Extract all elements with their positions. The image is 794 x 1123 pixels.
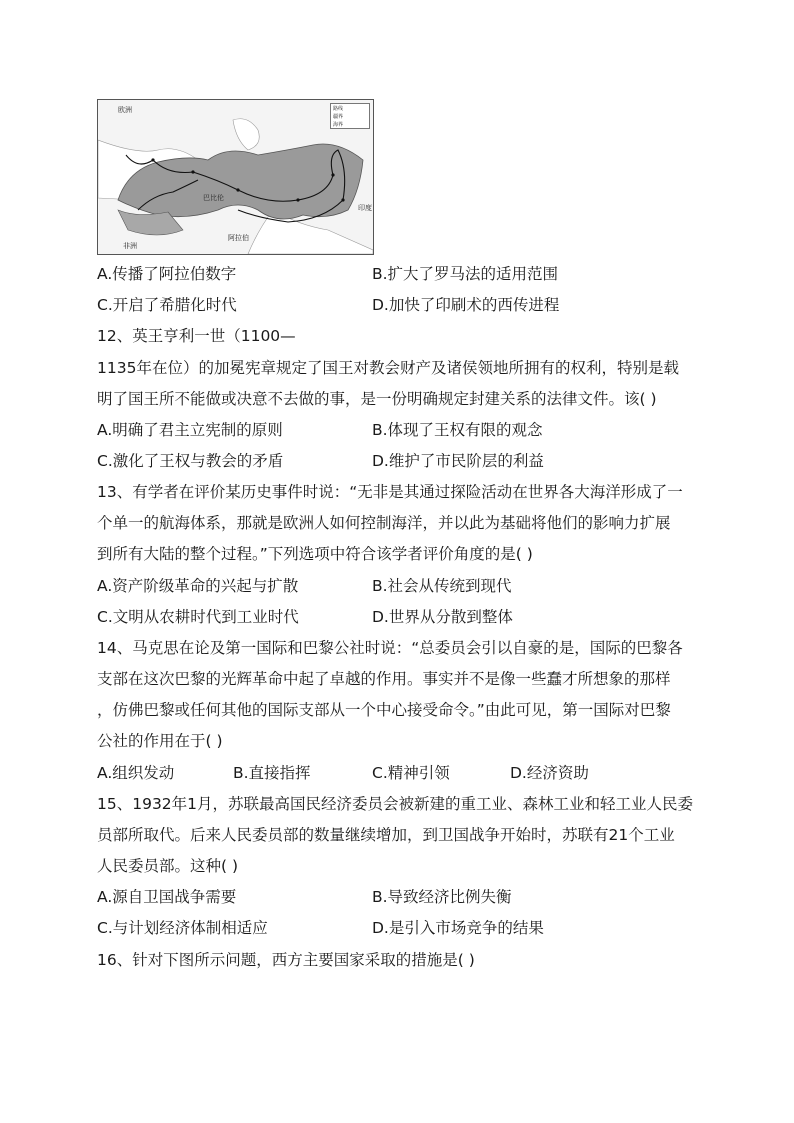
q12-option-b[interactable]: B.体现了王权有限的观念 [372,421,543,439]
q13-stem-line3: 到所有大陆的整个过程。”下列选项中符合该学者评价角度的是( ) [97,545,533,563]
q11-option-b[interactable]: B.扩大了罗马法的适用范围 [372,265,559,283]
q15-option-d[interactable]: D.是引入市场竞争的结果 [372,919,544,937]
q14-stem-line1: 14、马克思在论及第一国际和巴黎公社时说：“总委员会引以自豪的是，国际的巴黎各 [97,639,683,657]
q15-option-a[interactable]: A.源自卫国战争需要 [97,888,237,906]
q15-stem-line1: 15、1932年1月，苏联最高国民经济委员会被新建的重工业、森林工业和轻工业人民委 [97,795,694,813]
legend-coast: 海界 [333,122,344,128]
q14-option-b[interactable]: B.直接指挥 [233,764,311,782]
q15-option-c[interactable]: C.与计划经济体制相适应 [97,919,268,937]
q15-option-b[interactable]: B.导致经济比例失衡 [372,888,512,906]
map-label-babylon: 巴比伦 [203,194,224,202]
q12-stem-line1: 12、英王亨利一世（1100— [97,327,296,345]
q11-option-a[interactable]: A.传播了阿拉伯数字 [97,265,237,283]
map-label-arabia: 阿拉伯 [228,234,249,242]
q13-option-d[interactable]: D.世界从分散到整体 [372,608,513,626]
q12-option-c[interactable]: C.激化了王权与教会的矛盾 [97,452,284,470]
q13-option-c[interactable]: C.文明从农耕时代到工业时代 [97,608,299,626]
map-label-europe: 欧洲 [118,106,132,114]
q16-stem-line1: 16、针对下图所示问题，西方主要国家采取的措施是( ) [97,951,475,969]
q15-stem-line3: 人民委员部。这种( ) [97,857,239,875]
map-label-africa: 非洲 [123,242,137,250]
q14-stem-line2: 支部在这次巴黎的光辉革命中起了卓越的作用。事实并不是像一些蠢才所想象的那样 [97,670,671,688]
q14-option-a[interactable]: A.组织发动 [97,764,175,782]
q12-stem-line2: 1135年在位）的加冕宪章规定了国王对教会财产及诸侯领地所拥有的权利，特别是载 [97,359,679,377]
q12-stem-line3: 明了国王所不能做或决意不去做的事，是一份明确规定封建关系的法律文件。该( ) [97,390,657,408]
q14-stem-line3: ，仿佛巴黎或任何其他的国际支部从一个中心接受命令。”由此可见，第一国际对巴黎 [97,701,671,719]
q15-stem-line2: 员部所取代。后来人民委员部的数量继续增加，到卫国战争开始时，苏联有21个工业 [97,826,675,844]
q11-option-c[interactable]: C.开启了希腊化时代 [97,296,237,314]
legend-border: 疆界 [333,114,344,120]
q13-stem-line2: 个单一的航海体系，那就是欧洲人如何控制海洋，并以此为基础将他们的影响力扩展 [97,514,671,532]
map-legend [330,103,370,129]
q11-option-d[interactable]: D.加快了印刷术的西传进程 [372,296,560,314]
alexander-campaign-map [97,99,374,255]
legend-route: 路线 [333,106,344,112]
q12-option-d[interactable]: D.维护了市民阶层的利益 [372,452,544,470]
q13-option-b[interactable]: B.社会从传统到现代 [372,577,512,595]
q14-option-c[interactable]: C.精神引领 [372,764,450,782]
q14-option-d[interactable]: D.经济资助 [510,764,589,782]
q13-stem-line1: 13、有学者在评价某历史事件时说：“无非是其通过探险活动在世界各大海洋形成了一 [97,483,683,501]
map-label-india: 印度 [358,204,372,212]
q13-option-a[interactable]: A.资产阶级革命的兴起与扩散 [97,577,299,595]
q14-stem-line4: 公社的作用在于( ) [97,732,223,750]
q12-option-a[interactable]: A.明确了君主立宪制的原则 [97,421,283,439]
